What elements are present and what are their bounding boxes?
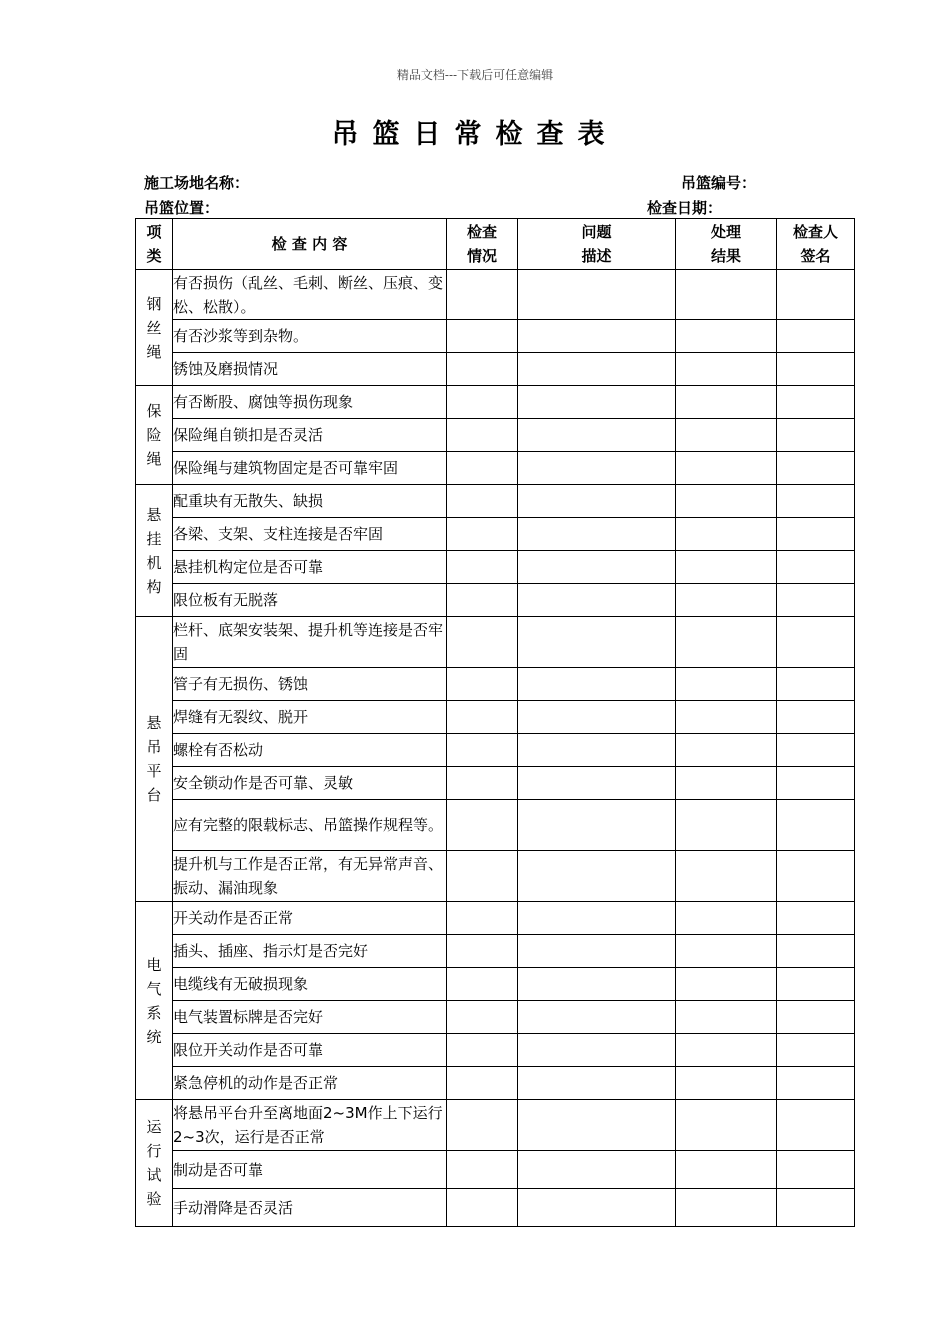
check-item-text: 电气装置标牌是否完好: [173, 1001, 447, 1034]
signer-cell[interactable]: [777, 902, 855, 935]
table-row: [136, 1100, 855, 1151]
status-cell[interactable]: [447, 485, 518, 518]
signer-cell[interactable]: [777, 1001, 855, 1034]
table-row: [136, 1189, 855, 1227]
problem-cell[interactable]: [518, 1067, 676, 1100]
header-signer-line2: 签名: [800, 247, 831, 265]
problem-cell[interactable]: [518, 1034, 676, 1067]
table-row: [136, 1067, 855, 1100]
header-problem: [518, 219, 676, 270]
problem-cell[interactable]: [518, 584, 676, 617]
status-cell[interactable]: [447, 851, 518, 902]
problem-cell[interactable]: [518, 270, 676, 320]
result-cell[interactable]: [676, 767, 777, 800]
status-cell[interactable]: [447, 617, 518, 668]
table-row: [136, 734, 855, 767]
result-cell[interactable]: [676, 270, 777, 320]
table-row: [136, 617, 855, 668]
check-item-text: 电缆线有无破损现象: [173, 968, 447, 1001]
status-cell[interactable]: [447, 935, 518, 968]
result-cell[interactable]: [676, 584, 777, 617]
table-row: [136, 668, 855, 701]
result-cell[interactable]: [676, 518, 777, 551]
check-item-text: 有否损伤（乱丝、毛刺、断丝、压痕、变松、松散）。: [173, 270, 447, 320]
category-label: 悬吊平台: [146, 714, 162, 804]
problem-cell[interactable]: [518, 1001, 676, 1034]
signer-cell[interactable]: [777, 386, 855, 419]
header-result-line2: 结果: [710, 247, 741, 265]
signer-cell[interactable]: [777, 851, 855, 902]
table-row: [136, 551, 855, 584]
problem-cell[interactable]: [518, 968, 676, 1001]
header-category-line2: 类: [146, 247, 162, 265]
basket-number-label: 吊篮编号：: [681, 174, 757, 192]
table-row: [136, 767, 855, 800]
basket-location-label: 吊篮位置：: [144, 199, 220, 217]
problem-cell[interactable]: [518, 551, 676, 584]
result-cell[interactable]: [676, 968, 777, 1001]
table-row: [136, 485, 855, 518]
category-cell: [136, 617, 173, 902]
problem-cell[interactable]: [518, 701, 676, 734]
problem-cell[interactable]: [518, 800, 676, 851]
result-cell[interactable]: [676, 386, 777, 419]
check-item-text: 各梁、支架、支柱连接是否牢固: [173, 518, 447, 551]
problem-cell[interactable]: [518, 617, 676, 668]
table-row: [136, 386, 855, 419]
table-row: [136, 968, 855, 1001]
category-cell: [136, 386, 173, 485]
header-signer: [777, 219, 855, 270]
category-cell: [136, 270, 173, 386]
header-category: [136, 219, 173, 270]
result-cell[interactable]: [676, 902, 777, 935]
table-row: [136, 518, 855, 551]
table-row: [136, 584, 855, 617]
problem-cell[interactable]: [518, 734, 676, 767]
problem-cell[interactable]: [518, 485, 676, 518]
category-label: 钢丝绳: [146, 294, 162, 361]
check-item-text: 螺栓有否松动: [173, 734, 447, 767]
table-row: [136, 353, 855, 386]
check-item-text: 手动滑降是否灵活: [173, 1189, 447, 1227]
check-item-text: 制动是否可靠: [173, 1151, 447, 1189]
check-item-text: 有否断股、腐蚀等损伤现象: [173, 386, 447, 419]
status-cell[interactable]: [447, 1001, 518, 1034]
check-item-text: 栏杆、底架安装架、提升机等连接是否牢固: [173, 617, 447, 668]
check-item-text: 安全锁动作是否可靠、灵敏: [173, 767, 447, 800]
check-item-text: 限位板有无脱落: [173, 584, 447, 617]
result-cell[interactable]: [676, 734, 777, 767]
status-cell[interactable]: [447, 270, 518, 320]
signer-cell[interactable]: [777, 1100, 855, 1151]
category-cell: [136, 485, 173, 617]
problem-cell[interactable]: [518, 419, 676, 452]
inspection-table: [135, 218, 855, 1227]
check-item-text: 悬挂机构定位是否可靠: [173, 551, 447, 584]
status-cell[interactable]: [447, 734, 518, 767]
problem-cell[interactable]: [518, 1189, 676, 1227]
watermark-text: 精品文档---下载后可任意编辑: [396, 68, 554, 82]
table-row: [136, 320, 855, 353]
result-cell[interactable]: [676, 485, 777, 518]
header-problem-line2: 描述: [581, 247, 612, 265]
status-cell[interactable]: [447, 320, 518, 353]
status-cell[interactable]: [447, 518, 518, 551]
status-cell[interactable]: [447, 551, 518, 584]
signer-cell[interactable]: [777, 518, 855, 551]
signer-cell[interactable]: [777, 767, 855, 800]
table-row: [136, 800, 855, 851]
result-cell[interactable]: [676, 851, 777, 902]
check-item-text: 应有完整的限载标志、吊篮操作规程等。: [173, 800, 447, 851]
signer-cell[interactable]: [777, 800, 855, 851]
problem-cell[interactable]: [518, 902, 676, 935]
category-label: 运行试验: [146, 1118, 162, 1208]
result-cell[interactable]: [676, 668, 777, 701]
table-row: [136, 452, 855, 485]
result-cell[interactable]: [676, 935, 777, 968]
category-label: 保险绳: [146, 402, 162, 468]
page-title: 吊篮日常检查表: [331, 119, 619, 150]
category-cell: [136, 1100, 173, 1227]
header-category-line1: 项: [146, 223, 162, 241]
table-header-row: [136, 219, 855, 270]
check-item-text: 锈蚀及磨损情况: [173, 353, 447, 386]
result-cell[interactable]: [676, 1100, 777, 1151]
table-row: [136, 1001, 855, 1034]
problem-cell[interactable]: [518, 353, 676, 386]
table-row: [136, 419, 855, 452]
signer-cell[interactable]: [777, 617, 855, 668]
check-item-text: 插头、插座、指示灯是否完好: [173, 935, 447, 968]
status-cell[interactable]: [447, 800, 518, 851]
signer-cell[interactable]: [777, 1189, 855, 1227]
check-item-text: 开关动作是否正常: [173, 902, 447, 935]
status-cell[interactable]: [447, 767, 518, 800]
signer-cell[interactable]: [777, 1151, 855, 1189]
table-row: [136, 270, 855, 320]
check-item-text: 保险绳与建筑物固定是否可靠牢固: [173, 452, 447, 485]
header-status-line1: 检查: [466, 223, 497, 241]
problem-cell[interactable]: [518, 386, 676, 419]
problem-cell[interactable]: [518, 518, 676, 551]
header-status-line2: 情况: [466, 247, 497, 265]
signer-cell[interactable]: [777, 1034, 855, 1067]
result-cell[interactable]: [676, 1151, 777, 1189]
check-item-text: 配重块有无散失、缺损: [173, 485, 447, 518]
category-label: 电气系统: [146, 955, 162, 1046]
status-cell[interactable]: [447, 968, 518, 1001]
status-cell[interactable]: [447, 584, 518, 617]
problem-cell[interactable]: [518, 1100, 676, 1151]
result-cell[interactable]: [676, 701, 777, 734]
header-result: [676, 219, 777, 270]
result-cell[interactable]: [676, 452, 777, 485]
status-cell[interactable]: [447, 452, 518, 485]
signer-cell[interactable]: [777, 1067, 855, 1100]
status-cell[interactable]: [447, 668, 518, 701]
problem-cell[interactable]: [518, 320, 676, 353]
signer-cell[interactable]: [777, 452, 855, 485]
status-cell[interactable]: [447, 353, 518, 386]
problem-cell[interactable]: [518, 935, 676, 968]
category-cell: [136, 902, 173, 1100]
table-row: [136, 935, 855, 968]
status-cell[interactable]: [447, 701, 518, 734]
table-row: [136, 1034, 855, 1067]
header-signer-line1: 检查人: [792, 223, 838, 241]
signer-cell[interactable]: [777, 320, 855, 353]
result-cell[interactable]: [676, 617, 777, 668]
header-status: [447, 219, 518, 270]
result-cell[interactable]: [676, 1034, 777, 1067]
problem-cell[interactable]: [518, 668, 676, 701]
signer-cell[interactable]: [777, 485, 855, 518]
signer-cell[interactable]: [777, 419, 855, 452]
check-item-text: 提升机与工作是否正常，有无异常声音、振动、漏油现象: [173, 851, 447, 902]
status-cell[interactable]: [447, 386, 518, 419]
result-cell[interactable]: [676, 1001, 777, 1034]
header-content: 检 查 内 容: [173, 219, 447, 270]
status-cell[interactable]: [447, 419, 518, 452]
result-cell[interactable]: [676, 320, 777, 353]
inspection-date-label: 检查日期：: [647, 199, 723, 217]
check-item-text: 紧急停机的动作是否正常: [173, 1067, 447, 1100]
problem-cell[interactable]: [518, 851, 676, 902]
check-item-text: 有否沙浆等到杂物。: [173, 320, 447, 353]
check-item-text: 焊缝有无裂纹、脱开: [173, 701, 447, 734]
signer-cell[interactable]: [777, 353, 855, 386]
table-body: [136, 270, 855, 1227]
problem-cell[interactable]: [518, 452, 676, 485]
check-item-text: 管子有无损伤、锈蚀: [173, 668, 447, 701]
status-cell[interactable]: [447, 902, 518, 935]
check-item-text: 保险绳自锁扣是否灵活: [173, 419, 447, 452]
table-row: [136, 1151, 855, 1189]
check-item-text: 将悬吊平台升至离地面2~3M作上下运行2~3次，运行是否正常: [173, 1100, 447, 1151]
result-cell[interactable]: [676, 800, 777, 851]
signer-cell[interactable]: [777, 935, 855, 968]
header-problem-line1: 问题: [581, 223, 612, 241]
problem-cell[interactable]: [518, 767, 676, 800]
signer-cell[interactable]: [777, 734, 855, 767]
table-row: [136, 701, 855, 734]
signer-cell[interactable]: [777, 551, 855, 584]
result-cell[interactable]: [676, 353, 777, 386]
problem-cell[interactable]: [518, 1151, 676, 1189]
signer-cell[interactable]: [777, 668, 855, 701]
result-cell[interactable]: [676, 419, 777, 452]
signer-cell[interactable]: [777, 584, 855, 617]
result-cell[interactable]: [676, 1067, 777, 1100]
status-cell[interactable]: [447, 1100, 518, 1151]
status-cell[interactable]: [447, 1189, 518, 1227]
status-cell[interactable]: [447, 1151, 518, 1189]
signer-cell[interactable]: [777, 968, 855, 1001]
site-name-label: 施工场地名称：: [144, 174, 250, 192]
result-cell[interactable]: [676, 1189, 777, 1227]
status-cell[interactable]: [447, 1067, 518, 1100]
category-label: 悬挂机构: [146, 505, 162, 596]
signer-cell[interactable]: [777, 701, 855, 734]
status-cell[interactable]: [447, 1034, 518, 1067]
table-row: [136, 902, 855, 935]
signer-cell[interactable]: [777, 270, 855, 320]
result-cell[interactable]: [676, 551, 777, 584]
header-result-line1: 处理: [710, 223, 741, 241]
check-item-text: 限位开关动作是否可靠: [173, 1034, 447, 1067]
table-row: [136, 851, 855, 902]
